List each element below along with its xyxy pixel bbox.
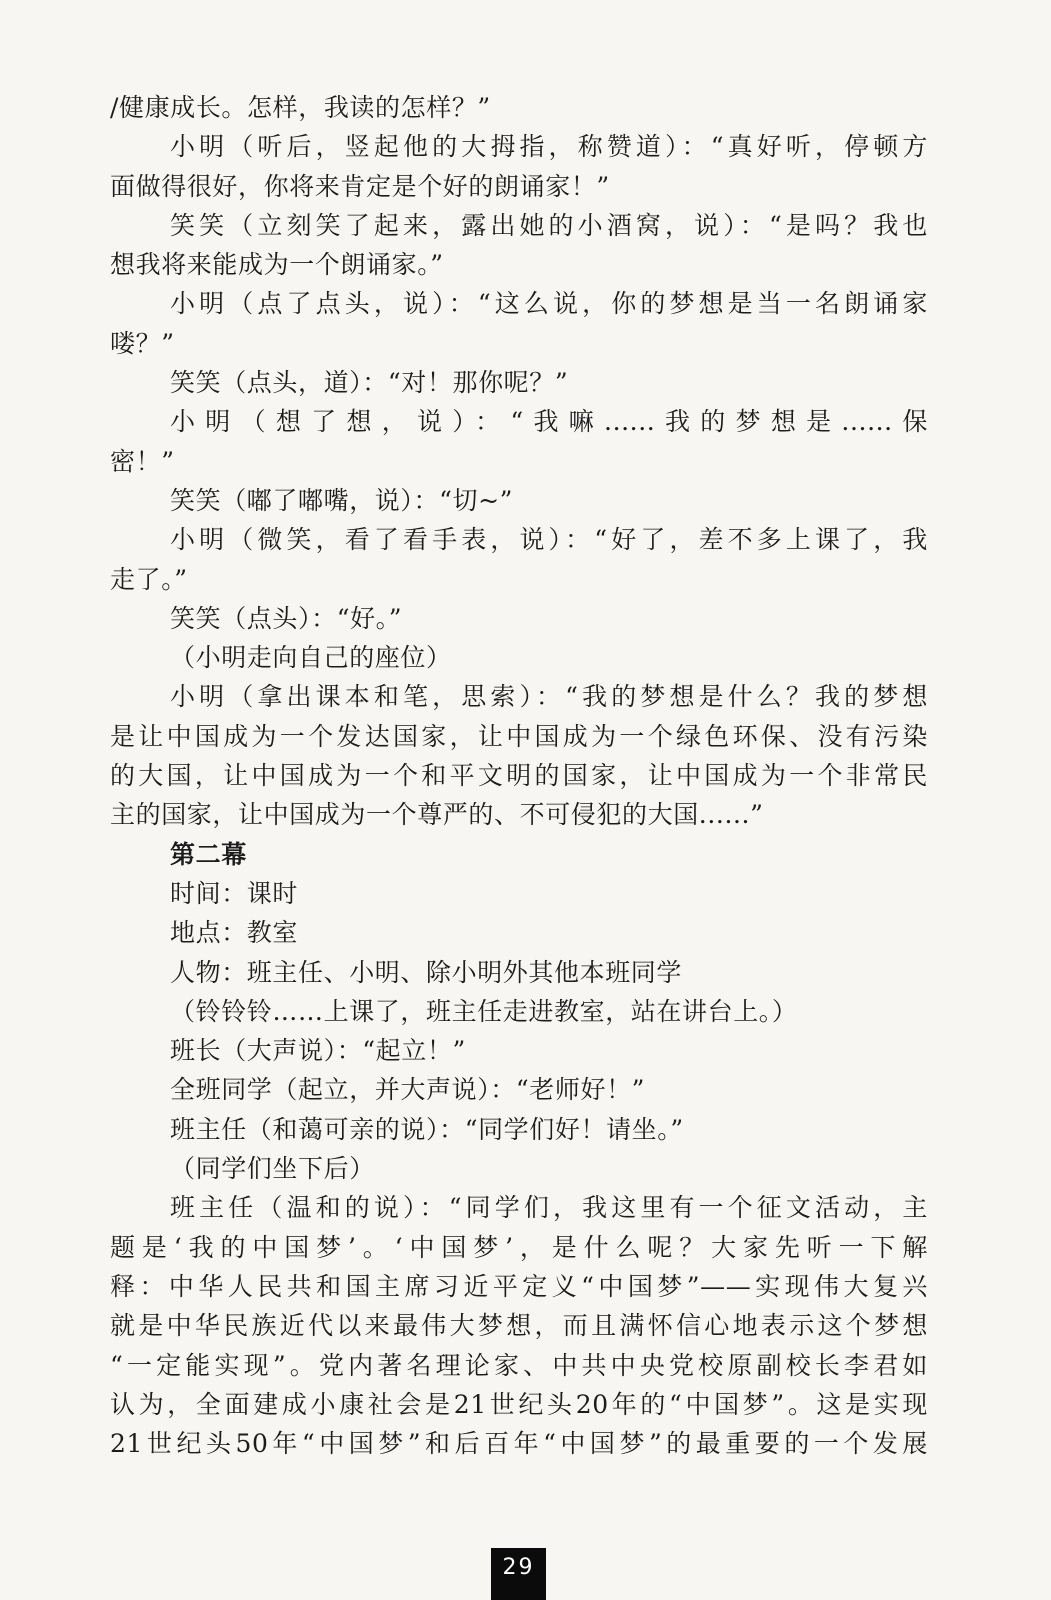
scene-time: 时间：课时 (170, 878, 299, 908)
dialogue-continuation: 面做得很好，你将来肯定是个好的朗诵家！” (110, 171, 610, 201)
text-line: /健康成长。怎样，我读的怎样？” (110, 93, 491, 122)
dialogue-continuation: 想我将来能成为一个朗诵家。” (110, 250, 444, 280)
dialogue-line: 班主任（温和的说）：“同学们，我这里有一个征文活动，主 (170, 1193, 928, 1223)
dialogue-continuation: 是让中国成为一个发达国家，让中国成为一个绿色环保、没有污染 (110, 721, 928, 751)
dialogue-continuation: 走了。” (110, 564, 188, 594)
dialogue-line: 笑笑（点头）：“好。” (170, 603, 403, 633)
dialogue-line: 小明（拿出课本和笔，思索）：“我的梦想是什么？我的梦想 (170, 682, 928, 712)
dialogue-continuation: 的大国，让中国成为一个和平文明的国家，让中国成为一个非常民 (110, 761, 928, 791)
dialogue-continuation: “一定能实现”。党内著名理论家、中共中央党校原副校长李君如 (110, 1350, 928, 1380)
scene-characters: 人物：班主任、小明、除小明外其他本班同学 (170, 957, 683, 987)
dialogue-line: 全班同学（起立，并大声说）：“老师好！” (170, 1075, 646, 1105)
dialogue-line: 笑笑（嘟了嘟嘴，说）：“切~” (170, 485, 514, 515)
dialogue-continuation: 就是中华民族近代以来最伟大梦想，而且满怀信心地表示这个梦想 (110, 1311, 928, 1341)
dialogue-line: 小明（微笑，看了看手表，说）：“好了，差不多上课了，我 (170, 525, 928, 555)
dialogue-continuation: 21世纪头50年“中国梦”和后百年“中国梦”的最重要的一个发展 (110, 1429, 928, 1459)
act-heading: 第二幕 (170, 839, 247, 869)
stage-direction: （铃铃铃……上课了，班主任走进教室，站在讲台上。） (170, 996, 798, 1026)
dialogue-line: 小明（点了点头，说）：“这么说，你的梦想是当一名朗诵家 (170, 289, 928, 319)
dialogue-continuation: 主的国家，让中国成为一个尊严的、不可侵犯的大国......” (110, 800, 764, 830)
dialogue-continuation: 喽？” (110, 328, 175, 358)
dialogue-line: 小明（听后，竖起他的大拇指，称赞道）：“真好听，停顿方 (170, 132, 928, 162)
dialogue-continuation: 题是‘我的中国梦’。‘中国梦’，是什么呢？大家先听一下解 (110, 1232, 928, 1262)
dialogue-line: 班主任（和蔼可亲的说）：“同学们好！请坐。” (170, 1114, 684, 1144)
dialogue-line: 笑笑（点头，道）：“对！那你呢？” (170, 368, 569, 398)
dialogue-line: 小明（想了想，说）：“我嘛......我的梦想是......保 (170, 407, 928, 437)
scene-location: 地点：教室 (170, 918, 299, 948)
dialogue-continuation: 认为，全面建成小康社会是21世纪头20年的“中国梦”。这是实现 (110, 1389, 928, 1419)
book-page (110, 88, 928, 1463)
page-number: 29 (491, 1548, 546, 1600)
dialogue-continuation: 释：中华人民共和国主席习近平定义“中国梦”——实现伟大复兴 (110, 1271, 928, 1301)
dialogue-line: 笑笑（立刻笑了起来，露出她的小酒窝，说）：“是吗？我也 (170, 210, 928, 240)
stage-direction: （同学们坐下后） (170, 1154, 375, 1184)
dialogue-continuation: 密！” (110, 446, 175, 476)
dialogue-line: 班长（大声说）：“起立！” (170, 1036, 466, 1066)
stage-direction: （小明走向自己的座位） (170, 643, 452, 673)
